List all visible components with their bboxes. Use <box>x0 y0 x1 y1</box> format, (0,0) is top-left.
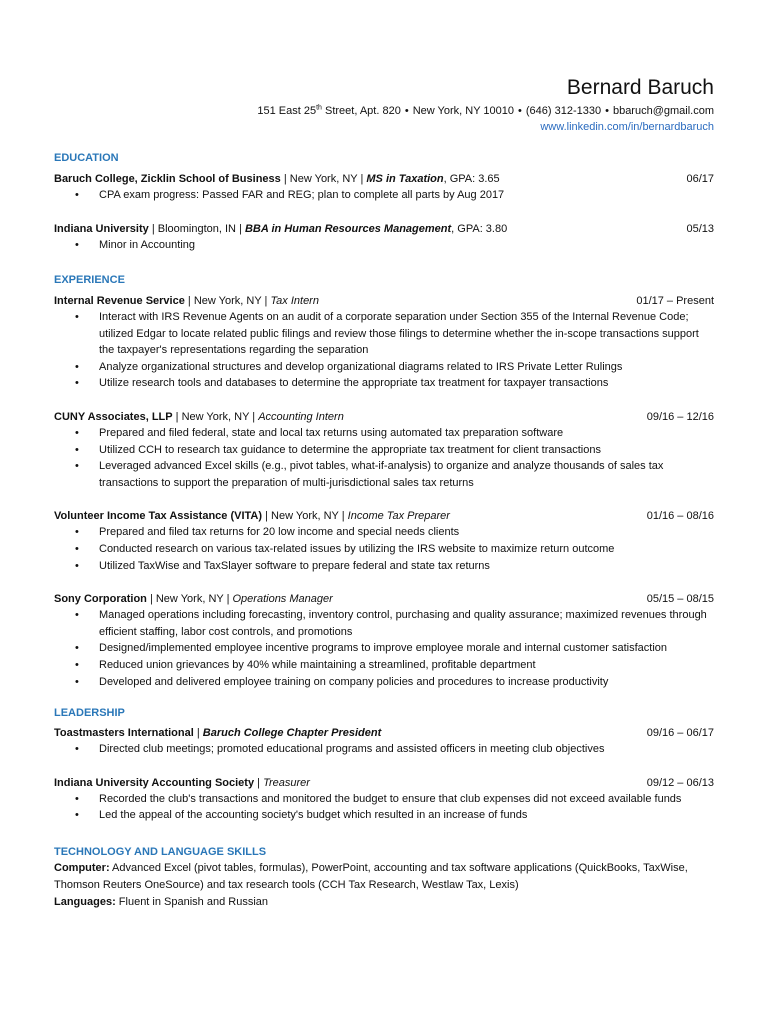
employer-name: Sony Corporation <box>54 593 147 606</box>
computer-skills-text: Advanced Excel (pivot tables, formulas), PowerPoint, accounting and tax software applications (QuickBooks, TaxWise, Thomson Reuters OneSource) and tax research tools (CCH Tax Research, Westlaw Tax, Lexis) <box>54 862 688 891</box>
institution-name: Baruch College, Zicklin School of Business <box>54 173 281 185</box>
institution-location: | Bloomington, IN | <box>148 222 245 235</box>
job-title: Income Tax Preparer <box>347 510 450 523</box>
organization-separator: | <box>193 727 203 739</box>
computer-skills <box>54 860 714 894</box>
institution-name: Indiana University <box>54 222 149 235</box>
experience-entry <box>54 293 714 392</box>
organization-name: Indiana University Accounting Society <box>54 776 255 789</box>
contact-separator: • <box>518 105 522 117</box>
institution-location: | New York, NY | <box>280 173 367 185</box>
contact-line <box>257 103 714 119</box>
language-skills <box>54 894 714 911</box>
education-entry <box>54 221 714 254</box>
experience-section <box>54 272 714 690</box>
bullet-item: • Prepared and filed federal, state and local tax returns using automated tax preparation software <box>75 426 564 439</box>
job-title: Tax Intern <box>270 295 319 307</box>
degree-name: MS in Taxation <box>366 173 444 185</box>
leadership-entry <box>54 725 714 758</box>
contact-separator: • <box>605 105 609 117</box>
entry-date: 06/17 <box>686 173 714 185</box>
language-skills-label: Languages: <box>54 896 116 908</box>
employer-location: | New York, NY | <box>146 593 233 606</box>
job-title: Operations Manager <box>232 593 333 606</box>
leadership-section <box>54 705 714 824</box>
candidate-name: Bernard Baruch <box>566 76 714 99</box>
computer-skills-label: Computer: <box>54 862 110 874</box>
section-title-experience: EXPERIENCE <box>54 274 125 286</box>
bullet-item: • Developed and delivered employee training on company policies and procedures to increase productivity <box>75 675 609 688</box>
entry-date: 01/16 – 08/16 <box>646 510 714 523</box>
section-title-skills: TECHNOLOGY AND LANGUAGE SKILLS <box>54 846 267 858</box>
bullet-item: • Utilize research tools and databases to determine the appropriate tax treatment for taxpayer transactions <box>75 377 609 390</box>
language-skills-text: Fluent in Spanish and Russian <box>115 896 268 908</box>
position-title: Baruch College Chapter President <box>202 727 382 739</box>
skills-section <box>54 844 714 911</box>
bullet-item: • Utilized TaxWise and TaxSlayer software to prepare federal and state tax returns <box>75 559 490 572</box>
entry-date: 05/15 – 08/15 <box>646 593 714 606</box>
degree-gpa: , GPA: 3.65 <box>443 173 500 185</box>
entry-date: 09/12 – 06/13 <box>646 776 714 789</box>
organization-name: Toastmasters International <box>54 727 194 739</box>
employer-name: Internal Revenue Service <box>54 295 185 307</box>
education-entry <box>54 171 714 204</box>
address-city: New York, NY 10010 <box>412 105 514 117</box>
employer-location: | New York, NY | <box>262 510 348 523</box>
section-title-education: EDUCATION <box>54 152 119 164</box>
linkedin-link[interactable]: www.linkedin.com/in/bernardbaruch <box>540 121 714 133</box>
bullet-item: • Recorded the club's transactions and monitored the budget to ensure that club expenses did not exceed available funds <box>75 792 682 805</box>
bullet-item: • Managed operations including forecasting, inventory control, purchasing and quality assurance; maximized revenues through efficient staffing, labor cost controls, and promotions <box>75 609 707 638</box>
education-section <box>54 150 714 253</box>
bullet-item: • Interact with IRS Revenue Agents on an audit of a corporate separation under Section 355 of the Internal Revenue Code; utilized Edgar to locate related public filings and review those filings to determine whether the in-scope transactions support the taxpayer's representations regarding the separation <box>75 311 699 357</box>
resume-header <box>257 76 714 135</box>
organization-separator: | <box>254 776 264 789</box>
leadership-entry <box>54 775 714 824</box>
employer-location: | New York, NY | <box>172 410 259 423</box>
degree-gpa: , GPA: 3.80 <box>451 222 508 235</box>
experience-entry <box>54 409 714 491</box>
degree-name: BBA in Human Resources Management <box>244 222 452 235</box>
bullet-item: • Leveraged advanced Excel skills (e.g., pivot tables, what-if-analysis) to organize and analyze thousands of sales tax transactions to support the preparation of multi-jurisdictional sales tax returns <box>75 460 664 489</box>
email-address: bbaruch@gmail.com <box>612 105 714 117</box>
bullet-item: • Led the appeal of the accounting society's budget which resulted in an increase of funds <box>75 809 528 822</box>
bullet-item: • Utilized CCH to research tax guidance to determine the appropriate tax treatment for client transactions <box>75 443 601 456</box>
employer-name: Volunteer Income Tax Assistance (VITA) <box>54 510 263 523</box>
contact-separator: • <box>404 105 409 117</box>
bullet-item: • Reduced union grievances by 40% while maintaining a streamlined, profitable department <box>75 658 536 671</box>
phone-number: (646) 312-1330 <box>525 105 602 117</box>
job-title: Accounting Intern <box>258 410 344 423</box>
bullet-item: • Minor in Accounting <box>75 238 195 251</box>
position-title: Treasurer <box>263 776 310 789</box>
bullet-item: • Designed/implemented employee incentive programs to improve employee morale and internal customer satisfaction <box>75 642 668 655</box>
section-title-leadership: LEADERSHIP <box>54 707 125 719</box>
address-ordinal: th <box>316 104 322 112</box>
experience-entry <box>54 508 714 574</box>
bullet-item: • CPA exam progress: Passed FAR and REG; plan to complete all parts by Aug 2017 <box>75 189 505 201</box>
address-street-rest: Street, Apt. 820 <box>321 105 401 117</box>
bullet-item: • Prepared and filed tax returns for 20 low income and special needs clients <box>75 526 460 539</box>
entry-date: 09/16 – 12/16 <box>646 410 714 423</box>
entry-date: 05/13 <box>686 222 714 235</box>
employer-name: CUNY Associates, LLP <box>54 410 173 423</box>
experience-entry <box>54 591 714 690</box>
address-street: 151 East 25 <box>257 105 317 117</box>
bullet-item: • Conducted research on various tax-related issues by utilizing the IRS website to maximize return outcome <box>75 542 615 555</box>
bullet-item: • Analyze organizational structures and develop organizational diagrams related to IRS Private Letter Rulings <box>75 360 623 373</box>
entry-date: 01/17 – Present <box>636 295 714 307</box>
entry-date: 09/16 – 06/17 <box>646 727 714 739</box>
bullet-item: • Directed club meetings; promoted educational programs and assisted officers in meeting club objectives <box>75 743 605 755</box>
employer-location: | New York, NY | <box>184 295 271 307</box>
